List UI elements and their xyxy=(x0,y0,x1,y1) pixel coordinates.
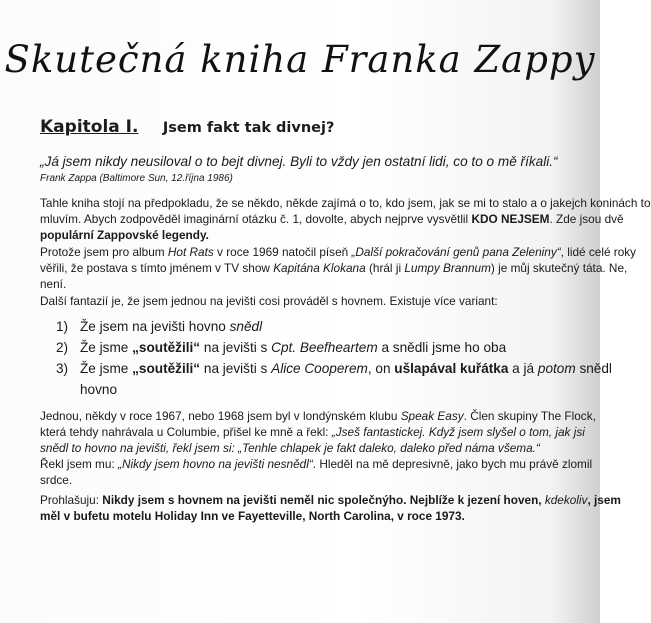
paragraph-line-bold: populární Zappovské legendy. xyxy=(40,228,209,242)
album-title: Hot Rats xyxy=(167,245,214,259)
paragraph-line: věřili, že postava s tímto jménem v TV show Kapitána Klokana (hrál ji Lumpy Brannum) je můj skutečný táta. Ne, xyxy=(40,261,628,275)
list-item: 3) Že jsme „soutěžili“ na jevišti s Alice Cooperem, on ušlapával kuřátka a já potom snědl hovno xyxy=(56,358,600,400)
paragraph-line: která tehdy nahrávala u Columbie, přišel ke mně a řekl: „Jseš fantastickej. Když jsem slyšel o tom, jak jsi xyxy=(40,425,585,439)
paragraph-line: mluvím. Abych zodpověděl imaginární otázku č. 1, dovolte, abych nejprve vysvětlil KDO NEJSEM. Zde jsou dvě xyxy=(40,212,624,226)
actor-name: Lumpy Brannum xyxy=(404,261,491,275)
list-item: 2) Že jsme „soutěžili“ na jevišti s Cpt. Beefheartem a snědli jsme ho oba xyxy=(56,337,600,358)
variants-list xyxy=(56,316,612,400)
chapter-label: Kapitola I. xyxy=(40,117,139,137)
paragraph-intro xyxy=(40,195,651,243)
paragraph-hot-rats xyxy=(40,244,637,292)
paragraph-line: snědl to hovno na jevišti, řekl jsem si: „Tenhle chlapek je fakt daleko, daleko před náma všema.“ xyxy=(40,441,540,455)
epigraph-source: Frank Zappa (Baltimore Sun, 12.října 1986) xyxy=(40,173,233,184)
club-name: Speak Easy xyxy=(400,409,464,423)
show-title: Kapitána Klokana xyxy=(273,261,366,275)
list-number: 1) xyxy=(56,319,69,334)
list-number: 3) xyxy=(56,361,69,376)
emphasis-text: KDO NEJSEM xyxy=(471,212,550,226)
paragraph-line: Prohlašuju: Nikdy jsem s hovnem na jevišti neměl nic společnýho. Nejblíže k jezení hoven, kdekoliv, jsem xyxy=(40,493,621,507)
song-title: „Další pokračování genů pana Zeleniny“ xyxy=(351,245,561,259)
chapter-heading xyxy=(40,117,334,137)
paragraph-line: srdce. xyxy=(40,473,73,487)
epigraph-quote: „Já jsem nikdy neusiloval o to bejt divnej. Byli to vždy jen ostatní lidi, co to o mě říkali.“ xyxy=(40,154,558,169)
list-item: 1) Že jsem na jevišti hovno snědl xyxy=(56,316,600,337)
paragraph-line: Protože jsem pro album Hot Rats v roce 1969 natočil píseň „Další pokračování genů pana Zeleniny“, lidé celé roky xyxy=(40,245,637,259)
list-item-continuation: hovno xyxy=(80,382,118,397)
paragraph-line: Jednou, někdy v roce 1967, nebo 1968 jsem byl v londýnském klubu Speak Easy. Člen skupiny The Flock, xyxy=(40,409,596,423)
chapter-title: Jsem fakt tak divnej? xyxy=(162,120,335,136)
paragraph-line: Řekl jsem mu: „Nikdy jsem hovno na jevišti nesnědl“. Hleděl na mě depresivně, jako bych mu právě zlomil xyxy=(40,457,593,471)
paragraph-line: Další fantazií je, že jsem jednou na jevišti cosi prováděl s hovnem. Existuje více variant: xyxy=(40,294,498,308)
paragraph-speak-easy xyxy=(40,408,600,488)
paragraph-line: není. xyxy=(40,277,67,291)
page-title: Skutečná kniha Franka Zappy xyxy=(4,38,596,81)
paragraph-fantasy xyxy=(40,293,600,309)
paragraph-line: Tahle kniha stojí na předpokladu, že se někdo, někde zajímá o to, kdo jsem, jak se mi to stalo a o jakejch koninách to xyxy=(40,196,651,210)
paragraph-declaration xyxy=(40,492,621,524)
list-number: 2) xyxy=(56,340,69,355)
paragraph-line-bold: měl v bufetu motelu Holiday Inn ve Fayetteville, North Carolina, v roce 1973. xyxy=(40,509,465,523)
